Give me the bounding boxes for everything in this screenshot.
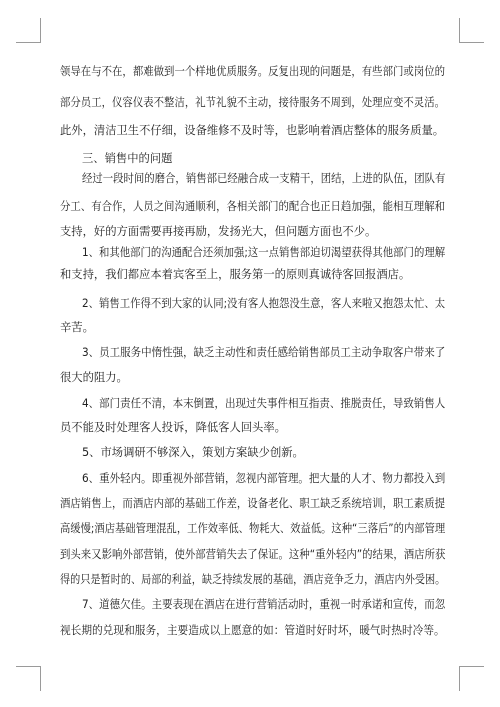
text-line: 分工、有合作，人员之间沟通顺利，各相关部门的配合也正日趋加强，能相互理解和 [60, 200, 446, 213]
text-line: 此外，清洁卫生不仔细，设备维修不及时等，也影响着酒店整体的服务质量。 [60, 124, 445, 137]
text-line: 辛苦。 [60, 321, 94, 334]
crop-mark-top-left [40, 18, 41, 43]
crop-mark-top-right [459, 42, 484, 43]
list-item-1: 1、和其他部门的沟通配合还须加强;这一点销售部迫切渴望获得其他部门的理解 [82, 246, 446, 259]
crop-mark-bottom-right [459, 666, 460, 691]
text-line: 支持，好的方面需要再接再励，发扬光大，但问题方面也不少。 [60, 225, 377, 238]
text-line: 和支持，我们都应本着宾客至上，服务第一的原则真诚待客回报酒店。 [60, 268, 411, 281]
text-line: 员不能及时处理客人投诉，降低客人回头率。 [60, 421, 286, 434]
crop-mark-bottom-left [16, 666, 41, 667]
list-item-5: 5、市场调研不够深入，策划方案缺少创新。 [82, 446, 304, 459]
text-line: 经过一段时间的磨合，销售部已经融合成一支精干，团结，上进的队伍，团队有 [82, 172, 446, 185]
list-item-4: 4、部门责任不清，本末倒置，出现过失事件相互指责、推脱责任，导致销售人 [82, 397, 446, 410]
section-heading: 三、销售中的问题 [82, 152, 173, 165]
text-line: 部分员工，仪容仪表不整洁，礼节礼貌不主动，接待服务不周到，处理应变不灵活。 [60, 96, 446, 109]
crop-mark-top-right [459, 18, 460, 43]
list-item-6: 6、重外轻内。即重视外部营销，忽视内部管理。把大量的人才、物力都投入到 [82, 472, 446, 485]
text-line: 高缓慢;酒店基础管理混乱，工作效率低、物耗大、效益低。这种“三落后”的内部管理 [60, 522, 446, 535]
text-line: 很大的阻力。 [60, 371, 128, 384]
list-item-2: 2、销售工作得不到大家的认同;没有客人抱怨没生意，客人来啦又抱怨太忙、太 [82, 297, 446, 310]
crop-mark-bottom-right [459, 666, 484, 667]
text-line: 得的只是暂时的、局部的利益，缺乏持续发展的基础，酒店竞争乏力，酒店内外受困。 [60, 573, 446, 586]
text-line: 酒店销售上，而酒店内部的基础工作差，设备老化、职工缺乏系统培训，职工素质提 [60, 497, 446, 510]
text-line: 领导在与不在，都难做到一个样地优质服务。反复出现的问题是，有些部门或岗位的 [60, 65, 446, 78]
list-item-3: 3、员工服务中惰性强，缺乏主动性和责任感给销售部员工主动争取客户带来了 [82, 346, 446, 359]
text-line: 到头来又影响外部营销，使外部营销失去了保证。这种“重外轻内”的结果，酒店所获 [60, 548, 446, 561]
crop-mark-top-left [16, 42, 41, 43]
crop-mark-bottom-left [40, 666, 41, 691]
text-line: 视长期的兑现和服务，主要造成以上愿意的如：管道时好时坏，暖气时热时冷等。 [60, 624, 445, 637]
list-item-7: 7、道德欠佳。主要表现在酒店在进行营销活动时，重视一时承诺和宣传，而忽 [82, 598, 446, 611]
